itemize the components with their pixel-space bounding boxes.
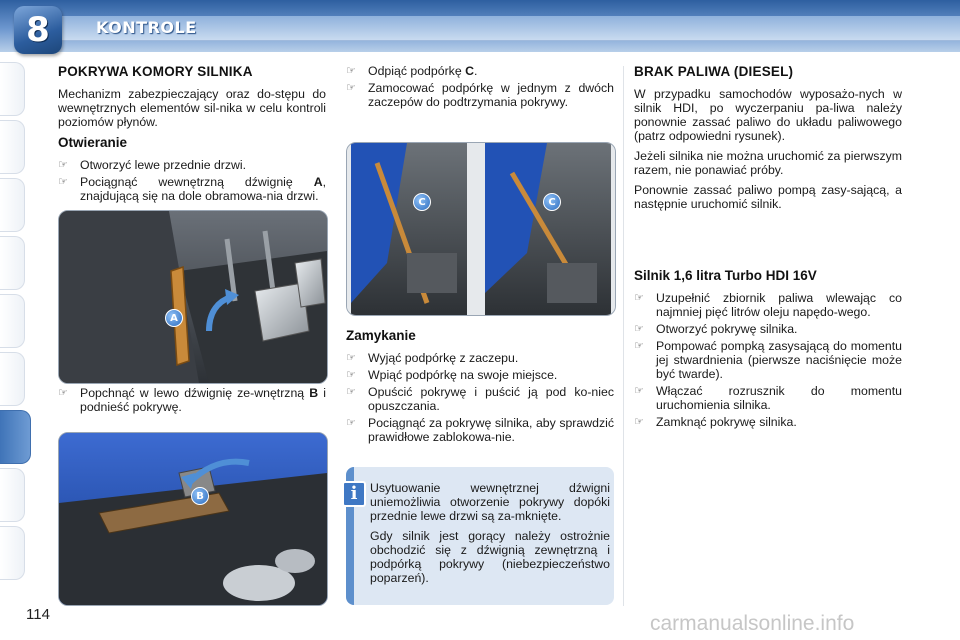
list-item: ☞ Pociągnąć za pokrywę silnika, aby sprawdzić prawidłowe zablokowa-nie.: [346, 416, 614, 444]
list-item: ☞ Uzupełnić zbiornik paliwa wlewając co najmniej pięć litrów oleju napędo-wego.: [634, 291, 902, 319]
illustration-exterior-lever: [58, 432, 328, 606]
info-icon: i: [342, 481, 366, 507]
pointing-hand-icon: ☞: [346, 416, 356, 429]
pointing-hand-icon: ☞: [346, 351, 356, 364]
fuel-paragraph: W przypadku samochodów wyposażo-nych w silnik HDI, po wyczerpaniu pa-liwa należy ponownie zassać paliwo do układu paliwowego (patrz odpowiedni rysunek).: [634, 87, 902, 143]
side-tab-6[interactable]: [0, 352, 25, 406]
side-tab-9[interactable]: [0, 526, 25, 580]
illustration-interior-lever: [58, 210, 328, 384]
interior-lever-drawing: [59, 211, 327, 383]
pointing-hand-icon: ☞: [346, 81, 356, 94]
list-item: ☞ Otworzyć pokrywę silnika.: [634, 322, 798, 336]
opening-heading: Otwieranie: [58, 135, 128, 150]
page-number: 114: [26, 606, 50, 623]
side-tab-active[interactable]: [0, 410, 31, 464]
pointing-hand-icon: ☞: [634, 322, 644, 335]
pointing-hand-icon: ☞: [58, 158, 68, 171]
pointing-hand-icon: ☞: [634, 339, 644, 352]
list-item: ☞ Pompować pompką zasysającą do momentu jej stwardnienia (pierwsze naciśnięcie może być twarde).: [634, 339, 902, 381]
side-tab-1[interactable]: [0, 62, 25, 116]
pointing-hand-icon: ☞: [58, 386, 68, 399]
info-text: [370, 481, 610, 591]
section-title-hood: POKRYWA KOMORY SILNIKA: [58, 64, 253, 79]
callout-b: B: [191, 487, 209, 505]
pointing-hand-icon: ☞: [634, 415, 644, 428]
side-tab-5[interactable]: [0, 294, 25, 348]
side-tab-8[interactable]: [0, 468, 25, 522]
list-item: ☞ Wpiąć podpórkę na swoje miejsce.: [346, 368, 558, 382]
list-item: ☞ Wyjąć podpórkę z zaczepu.: [346, 351, 519, 365]
pointing-hand-icon: ☞: [58, 175, 68, 188]
hood-intro: Mechanizm zabezpieczający oraz do-stępu do wewnętrznych elementów sil-nika w celu kontroli poziomów płynów.: [58, 87, 326, 129]
fuel-paragraph: Ponownie zassać paliwo pompą zasy-sającą, a następnie uruchomić silnik.: [634, 183, 902, 211]
chapter-number: 8: [26, 10, 50, 50]
info-paragraph: Gdy silnik jest gorący należy ostrożnie obchodzić się z dźwignią zewnętrzną i podpórką pokrywy (niebezpieczeństwo poparzeń).: [370, 529, 610, 585]
list-item: ☞ Otworzyć lewe przednie drzwi.: [58, 158, 247, 172]
column-engine-hood-2: [58, 386, 326, 417]
column-fuel: [634, 64, 902, 217]
closing-heading: Zamykanie: [346, 328, 416, 343]
side-tab-2[interactable]: [0, 120, 25, 174]
column-engine-steps: [634, 262, 902, 432]
side-tab-4[interactable]: [0, 236, 25, 290]
section-title-fuel: BRAK PALIWA (DIESEL): [634, 64, 794, 79]
illustration-prop-rod: [346, 142, 616, 316]
chapter-title: KONTROLE: [96, 18, 197, 37]
pointing-hand-icon: ☞: [346, 64, 356, 77]
list-item: ☞ Pociągnąć wewnętrzną dźwignię A, znajdującą się na dole obramowa-nia drzwi.: [58, 175, 326, 203]
list-item: ☞ Opuścić pokrywę i puścić ją pod ko-niec opuszczania.: [346, 385, 614, 413]
info-paragraph: Usytuowanie wewnętrznej dźwigni uniemożliwia otworzenie pokrywy dopóki przednie lewe drzwi są za-mknięte.: [370, 481, 610, 523]
column-prop-rod: [346, 64, 614, 112]
column-divider: [623, 66, 624, 606]
callout-a: A: [165, 309, 183, 327]
pointing-hand-icon: ☞: [634, 291, 644, 304]
list-item: ☞ Zamknąć pokrywę silnika.: [634, 415, 797, 429]
prop-rod-drawing: [347, 143, 615, 315]
list-item: ☞ Odpiąć podpórkę C.: [346, 64, 478, 78]
pointing-hand-icon: ☞: [634, 384, 644, 397]
chapter-badge: [14, 6, 62, 54]
fuel-paragraph: Jeżeli silnika nie można uruchomić za pierwszym razem, nie ponawiać próby.: [634, 149, 902, 177]
list-item: ☞ Włączać rozrusznik do momentu uruchomienia silnika.: [634, 384, 902, 412]
list-item: ☞ Zamocować podpórkę w jednym z dwóch zaczepów do podtrzymania pokrywy.: [346, 81, 614, 109]
info-box: [346, 467, 614, 605]
exterior-lever-drawing: [59, 433, 327, 605]
watermark: carmanualsonline.info: [650, 612, 855, 635]
pointing-hand-icon: ☞: [346, 368, 356, 381]
callout-c-left: C: [413, 193, 431, 211]
engine-heading: Silnik 1,6 litra Turbo HDI 16V: [634, 268, 817, 283]
callout-c-right: C: [543, 193, 561, 211]
column-engine-hood: [58, 64, 326, 206]
side-tab-3[interactable]: [0, 178, 25, 232]
list-item: ☞ Popchnąć w lewo dźwignię ze-wnętrzną B i podnieść pokrywę.: [58, 386, 327, 414]
pointing-hand-icon: ☞: [346, 385, 356, 398]
column-closing: [346, 322, 614, 447]
